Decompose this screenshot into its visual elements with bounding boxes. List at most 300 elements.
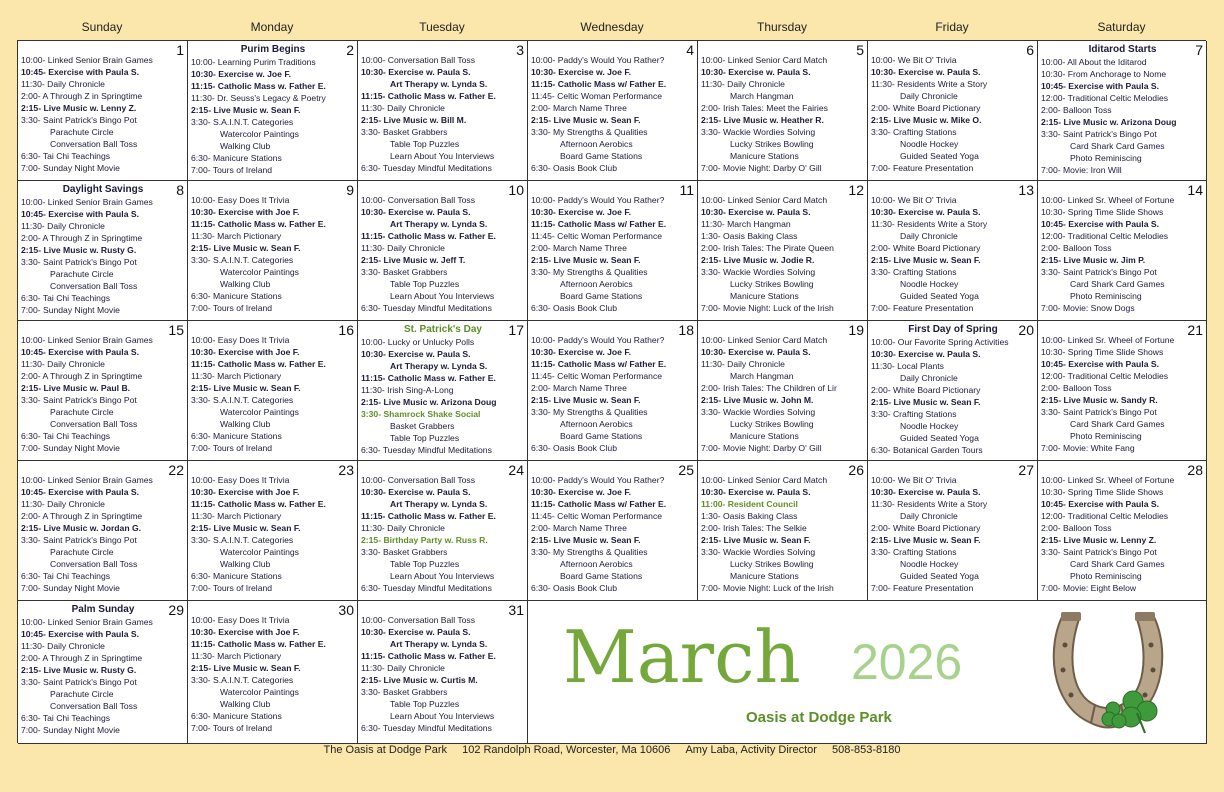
event-line: 3:30- Saint Patrick's Bingo Pot — [21, 677, 137, 687]
event-line: 2:15- Live Music w. Heather R. — [701, 115, 824, 125]
event-line: Board Game Stations — [560, 431, 643, 441]
event-line: 10:30- Exercise with Joe F. — [191, 347, 300, 357]
event-line: 3:30- My Strengths & Qualities — [531, 267, 648, 277]
event-line: Learn About You Interviews — [390, 151, 495, 161]
event-line: 11:15- Catholic Mass w. Father E. — [361, 511, 496, 521]
event-line: 11:15- Catholic Mass w. Father E. — [191, 219, 326, 229]
event-line: Parachute Circle — [50, 407, 114, 417]
event-line: 10:00- All About the Iditarod — [1041, 57, 1147, 67]
event-line: 6:30- Tai Chi Teachings — [21, 713, 111, 723]
event-line: 2:15- Live Music w. Sean F. — [871, 255, 981, 265]
event-line: 10:00- We Bit O' Trivia — [871, 475, 957, 485]
footer-facility-name: The Oasis at Dodge Park — [323, 744, 448, 756]
event-line: 2:00- White Board Pictionary — [871, 385, 981, 395]
event-line: Watercolor Paintings — [220, 407, 299, 417]
day-cell — [528, 41, 698, 181]
event-line: 2:00- Balloon Toss — [1041, 105, 1112, 115]
day-cell — [1038, 41, 1207, 181]
day-number: 19 — [848, 322, 864, 338]
day-cell — [188, 181, 358, 321]
day-cell — [698, 321, 868, 461]
event-line: 7:00- Tours of Ireland — [191, 165, 273, 175]
event-line: 11:30- March Pictionary — [191, 231, 282, 241]
event-line: 6:30- Oasis Book Club — [531, 163, 617, 173]
event-line: Board Game Stations — [560, 151, 643, 161]
day-number: 29 — [168, 602, 184, 618]
day-cell — [528, 461, 698, 601]
event-line: 11:15- Catholic Mass w. Father E. — [361, 231, 496, 241]
day-number: 24 — [508, 462, 524, 478]
event-line: 6:30- Botanical Garden Tours — [871, 445, 983, 455]
event-line: 10:30- Exercise w. Paula S. — [361, 627, 471, 637]
event-line: 11:30- Daily Chronicle — [361, 523, 445, 533]
event-line: 3:30- Saint Patrick's Bingo Pot — [1041, 547, 1157, 557]
event-line: 11:15- Catholic Mass w. Father E. — [191, 499, 326, 509]
day-header-tuesday: Tuesday — [419, 20, 465, 34]
day-number: 6 — [1026, 42, 1034, 58]
event-line: Watercolor Paintings — [220, 547, 299, 557]
event-line: 10:30- Exercise w. Paula S. — [361, 67, 471, 77]
event-line: 2:15- Live Music w. Jeff T. — [361, 255, 466, 265]
day-number: 25 — [678, 462, 694, 478]
event-line: 11:30- March Pictionary — [191, 651, 282, 661]
event-line: Art Therapy w. Lynda S. — [390, 499, 488, 509]
event-line: 11:30- Residents Write a Story — [871, 219, 988, 229]
day-cell — [868, 41, 1038, 181]
event-line: 2:15- Live Music w. Lenny Z. — [21, 103, 137, 113]
event-line: 7:00- Movie Night: Darby O' Gill — [701, 163, 822, 173]
event-line: 2:15- Live Music w. Jim P. — [1041, 255, 1146, 265]
day-cell — [358, 41, 528, 181]
event-line: 10:45- Exercise with Paula S. — [1041, 219, 1159, 229]
event-line: 11:45- Celtic Woman Performance — [531, 91, 663, 101]
day-number: 21 — [1187, 322, 1203, 338]
event-line: 10:00- Lucky or Unlucky Polls — [361, 337, 475, 347]
day-number: 18 — [678, 322, 694, 338]
event-line: 6:30- Tuesday Mindful Meditations — [361, 723, 492, 733]
holiday-title: First Day of Spring — [908, 324, 998, 335]
event-line: 10:00- Linked Senior Card Match — [701, 195, 828, 205]
event-line: 3:30- Crafting Stations — [871, 267, 957, 277]
day-number: 17 — [508, 322, 524, 338]
event-line: 2:00- A Through Z in Springtime — [21, 233, 143, 243]
event-line: Lucky Strikes Bowling — [730, 139, 814, 149]
event-line: Manicure Stations — [730, 431, 799, 441]
event-line: 11:30- Daily Chronicle — [701, 79, 785, 89]
event-line: 6:30- Tai Chi Teachings — [21, 293, 111, 303]
event-line: 10:00- We Bit O' Trivia — [871, 195, 957, 205]
event-line: 2:00- March Name Three — [531, 523, 627, 533]
event-line: Photo Reminiscing — [1070, 291, 1142, 301]
event-line: Table Top Puzzles — [390, 699, 460, 709]
event-line: 10:00- Paddy's Would You Rather? — [531, 55, 665, 65]
event-line: 2:15- Live Music w. Sean F. — [531, 115, 641, 125]
event-line: 2:00- A Through Z in Springtime — [21, 653, 143, 663]
event-line: 2:15- Live Music w. Lenny Z. — [1041, 535, 1157, 545]
event-line: 7:00- Movie Night: Luck of the Irish — [701, 583, 834, 593]
event-line: 1:30- Oasis Baking Class — [701, 511, 798, 521]
day-cell — [358, 181, 528, 321]
footer — [0, 744, 1224, 756]
event-line: 11:30- Daily Chronicle — [21, 499, 105, 509]
event-line: 11:15- Catholic Mass w/ Father E. — [531, 499, 667, 509]
event-line: 6:30- Manicure Stations — [191, 431, 282, 441]
event-line: 6:30- Tuesday Mindful Meditations — [361, 583, 492, 593]
event-line: 7:00- Sunday Night Movie — [21, 443, 120, 453]
event-line: 2:15- Live Music w. Paul B. — [21, 383, 131, 393]
event-line: Watercolor Paintings — [220, 267, 299, 277]
event-line: 7:00- Tours of Ireland — [191, 303, 273, 313]
event-line: Walking Club — [220, 699, 271, 709]
event-line: Guided Seated Yoga — [900, 291, 979, 301]
day-number: 3 — [516, 42, 524, 58]
day-cell — [868, 461, 1038, 601]
event-line: 2:15- Live Music w. Sean F. — [191, 663, 301, 673]
event-line: 2:15- Live Music w. Jordan G. — [21, 523, 142, 533]
event-line: 3:30- Wackie Wordies Solving — [701, 547, 816, 557]
event-line: 7:00- Feature Presentation — [871, 163, 974, 173]
event-line: 12:00- Traditional Celtic Melodies — [1041, 231, 1169, 241]
day-number: 15 — [168, 322, 184, 338]
event-line: 10:45- Exercise with Paula S. — [21, 347, 139, 357]
event-line: 11:30- Daily Chronicle — [21, 221, 105, 231]
event-line: 3:30- Basket Grabbers — [361, 547, 448, 557]
event-line: 7:00- Sunday Night Movie — [21, 725, 120, 735]
day-header-saturday: Saturday — [1097, 20, 1146, 34]
event-line: 10:30- Exercise w. Paula S. — [701, 347, 811, 357]
event-line: 10:30- Exercise w. Joe F. — [531, 207, 631, 217]
day-number: 16 — [338, 322, 354, 338]
day-number: 31 — [508, 602, 524, 618]
event-line: Conversation Ball Toss — [50, 419, 138, 429]
event-line: 2:00- Balloon Toss — [1041, 523, 1112, 533]
event-line: Lucky Strikes Bowling — [730, 279, 814, 289]
event-line: 11:15- Catholic Mass w. Father E. — [361, 651, 496, 661]
event-line: Photo Reminiscing — [1070, 571, 1142, 581]
day-cell — [868, 321, 1038, 461]
day-number: 10 — [508, 182, 524, 198]
event-line: Board Game Stations — [560, 571, 643, 581]
event-line: Lucky Strikes Bowling — [730, 419, 814, 429]
event-line: 12:00- Traditional Celtic Melodies — [1041, 371, 1169, 381]
event-line: 2:15- Live Music w. Rusty G. — [21, 245, 137, 255]
event-line: 10:00- Paddy's Would You Rather? — [531, 335, 665, 345]
event-line: Art Therapy w. Lynda S. — [390, 79, 488, 89]
event-line: 10:00- Linked Senior Brain Games — [21, 55, 153, 65]
event-line: 11:30- Residents Write a Story — [871, 499, 988, 509]
event-line: 11:30- March Hangman — [701, 219, 791, 229]
event-line: 11:45- Celtic Woman Performance — [531, 231, 663, 241]
event-line: 2:00- March Name Three — [531, 243, 627, 253]
event-line: 10:45- Exercise with Paula S. — [1041, 499, 1159, 509]
event-line: 11:30- Daily Chronicle — [21, 79, 105, 89]
event-line: 11:15- Catholic Mass w/ Father E. — [531, 359, 667, 369]
day-header-sunday: Sunday — [81, 20, 123, 34]
event-line: 10:30- Exercise with Joe F. — [191, 207, 300, 217]
day-cell — [698, 461, 868, 601]
event-line: 10:00- Linked Senior Card Match — [701, 335, 828, 345]
day-number: 1 — [176, 42, 184, 58]
event-line: 2:15- Live Music w. Curtis M. — [361, 675, 478, 685]
event-line: 10:30- Exercise w. Paula S. — [361, 487, 471, 497]
event-line: 10:30- From Anchorage to Nome — [1041, 69, 1167, 79]
day-header-friday: Friday — [935, 20, 969, 34]
event-line: 10:30- Exercise w. Paula S. — [871, 207, 981, 217]
event-line: 11:15- Catholic Mass w. Father E. — [361, 373, 496, 383]
event-line: 10:30- Exercise w. Paula S. — [701, 487, 811, 497]
event-line: Afternoon Aerobics — [560, 419, 633, 429]
event-line: 10:00- Linked Senior Brain Games — [21, 475, 153, 485]
day-cell — [358, 461, 528, 601]
event-line: 12:00- Traditional Celtic Melodies — [1041, 93, 1169, 103]
event-line: 2:00- Irish Tales: The Selkie — [701, 523, 807, 533]
event-line: 2:00- Balloon Toss — [1041, 243, 1112, 253]
event-line: 2:15- Live Music w. Sean F. — [191, 523, 301, 533]
event-line: 6:30- Tai Chi Teachings — [21, 151, 111, 161]
event-line: 10:45- Exercise with Paula S. — [1041, 359, 1159, 369]
holiday-title: Palm Sunday — [71, 604, 135, 615]
event-line: Manicure Stations — [730, 571, 799, 581]
event-line: 12:00- Traditional Celtic Melodies — [1041, 511, 1169, 521]
event-line: 2:15- Live Music w. Sean F. — [871, 397, 981, 407]
day-header-wednesday: Wednesday — [580, 20, 644, 34]
day-number: 14 — [1187, 182, 1203, 198]
event-line: 2:15- Live Music w. Arizona Doug — [1041, 117, 1177, 127]
event-line: 1:30- Oasis Baking Class — [701, 231, 798, 241]
event-line: 2:00- A Through Z in Springtime — [21, 91, 143, 101]
event-line: 2:15- Live Music w. Sean F. — [701, 535, 811, 545]
event-line: 6:30- Manicure Stations — [191, 571, 282, 581]
event-line: 6:30- Manicure Stations — [191, 153, 282, 163]
day-cell — [1038, 321, 1207, 461]
event-line: 10:00- Easy Does It Trivia — [191, 475, 290, 485]
day-cell — [18, 601, 188, 744]
event-line: 11:30- Daily Chronicle — [361, 103, 445, 113]
event-line: Daily Chronicle — [900, 511, 958, 521]
event-line: Lucky Strikes Bowling — [730, 559, 814, 569]
event-line: 2:00- White Board Pictionary — [871, 243, 981, 253]
event-line: 11:30- Daily Chronicle — [361, 663, 445, 673]
event-line: 7:00- Movie: White Fang — [1041, 443, 1135, 453]
event-line: Card Shark Card Games — [1070, 141, 1165, 151]
event-line: 11:30- Daily Chronicle — [361, 243, 445, 253]
event-line: Board Game Stations — [560, 291, 643, 301]
event-line: 10:00- Conversation Ball Toss — [361, 55, 476, 65]
event-line: 10:00- Conversation Ball Toss — [361, 475, 476, 485]
event-line: Parachute Circle — [50, 547, 114, 557]
event-line: 3:30- Basket Grabbers — [361, 687, 448, 697]
event-line: Table Top Puzzles — [390, 279, 460, 289]
event-line: Photo Reminiscing — [1070, 431, 1142, 441]
day-cell — [188, 321, 358, 461]
event-line: Parachute Circle — [50, 127, 114, 137]
event-line: 10:30- Exercise w. Paula S. — [871, 487, 981, 497]
event-line: Noodle Hockey — [900, 279, 959, 289]
event-line: 10:00- Conversation Ball Toss — [361, 195, 476, 205]
day-number: 30 — [338, 602, 354, 618]
event-line: Art Therapy w. Lynda S. — [390, 219, 488, 229]
footer-director: Amy Laba, Activity Director — [685, 744, 817, 756]
event-line: Card Shark Card Games — [1070, 559, 1165, 569]
event-line: Manicure Stations — [730, 151, 799, 161]
day-cell — [1038, 181, 1207, 321]
event-line: Parachute Circle — [50, 689, 114, 699]
event-line: 10:00- Conversation Ball Toss — [361, 615, 476, 625]
event-line: 3:30- Crafting Stations — [871, 127, 957, 137]
event-line: 6:30- Manicure Stations — [191, 291, 282, 301]
day-cell — [358, 321, 528, 461]
event-line: 3:30- Saint Patrick's Bingo Pot — [21, 395, 137, 405]
event-line: Daily Chronicle — [900, 231, 958, 241]
event-line: 10:30- Spring Time Slide Shows — [1041, 347, 1164, 357]
year-title: 2026 — [851, 634, 963, 690]
event-line: Walking Club — [220, 559, 271, 569]
event-line: 2:15- Live Music w. Mike O. — [871, 115, 982, 125]
event-line: 3:30- Crafting Stations — [871, 547, 957, 557]
event-line: 7:00- Sunday Night Movie — [21, 583, 120, 593]
event-line: 6:30- Oasis Book Club — [531, 303, 617, 313]
event-line: March Hangman — [730, 91, 794, 101]
event-line: 11:30- Residents Write a Story — [871, 79, 988, 89]
event-line: 3:30- My Strengths & Qualities — [531, 127, 648, 137]
day-number: 2 — [346, 42, 354, 58]
event-line: 10:00- Easy Does It Trivia — [191, 615, 290, 625]
event-line: 2:15- Live Music w. Sean F. — [871, 535, 981, 545]
event-line: 10:00- Paddy's Would You Rather? — [531, 475, 665, 485]
holiday-title: Purim Begins — [240, 44, 306, 55]
event-line: 7:00- Sunday Night Movie — [21, 305, 120, 315]
event-line: 10:45- Exercise with Paula S. — [21, 209, 139, 219]
event-line: 10:30- Exercise w. Joe F. — [191, 69, 291, 79]
event-line: 2:00- Irish Tales: Meet the Fairies — [701, 103, 828, 113]
event-line: 10:00- Learning Purim Traditions — [191, 57, 316, 67]
day-number: 27 — [1018, 462, 1034, 478]
event-line: 7:00- Tours of Ireland — [191, 723, 273, 733]
day-cell — [18, 461, 188, 601]
event-line: 10:45- Exercise with Paula S. — [21, 487, 139, 497]
event-line: 10:00- Linked Sr. Wheel of Fortune — [1041, 335, 1175, 345]
day-number: 8 — [176, 182, 184, 198]
day-header-thursday: Thursday — [756, 20, 808, 34]
event-line: Card Shark Card Games — [1070, 279, 1165, 289]
day-cell — [868, 181, 1038, 321]
event-line: 6:30- Tuesday Mindful Meditations — [361, 303, 492, 313]
event-line: 10:30- Exercise w. Paula S. — [361, 349, 471, 359]
event-line: 10:00- Linked Sr. Wheel of Fortune — [1041, 475, 1175, 485]
event-line: 6:30- Tuesday Mindful Meditations — [361, 445, 492, 455]
event-line: 3:30- Saint Patrick's Bingo Pot — [21, 535, 137, 545]
event-line: 3:30- Saint Patrick's Bingo Pot — [1041, 267, 1157, 277]
event-line: 3:30- Crafting Stations — [871, 409, 957, 419]
event-line: Conversation Ball Toss — [50, 281, 138, 291]
event-line: 7:00- Movie: Eight Below — [1041, 583, 1137, 593]
event-line: Watercolor Paintings — [220, 687, 299, 697]
event-line: 10:00- We Bit O' Trivia — [871, 55, 957, 65]
event-line: 3:30- Saint Patrick's Bingo Pot — [21, 257, 137, 267]
event-line: 6:30- Oasis Book Club — [531, 583, 617, 593]
event-line: 3:30- S.A.I.N.T. Categories — [191, 395, 294, 405]
event-line: 11:45- Celtic Woman Performance — [531, 511, 663, 521]
event-line: 10:00- Linked Senior Brain Games — [21, 197, 153, 207]
event-line: Art Therapy w. Lynda S. — [390, 361, 488, 371]
day-cell — [528, 181, 698, 321]
event-line: 3:30- Saint Patrick's Bingo Pot — [21, 115, 137, 125]
event-line: 11:15- Catholic Mass w. Father E. — [191, 359, 326, 369]
event-line: 2:00- A Through Z in Springtime — [21, 371, 143, 381]
event-line: Guided Seated Yoga — [900, 571, 979, 581]
holiday-title: Iditarod Starts — [1088, 44, 1157, 55]
event-line: Afternoon Aerobics — [560, 279, 633, 289]
event-line: Walking Club — [220, 141, 271, 151]
day-number: 28 — [1187, 462, 1203, 478]
location-name: Oasis at Dodge Park — [746, 709, 892, 726]
event-line: 10:00- Linked Senior Card Match — [701, 55, 828, 65]
calendar-grid — [17, 40, 1206, 743]
horseshoe-shamrock-icon — [1043, 605, 1173, 739]
event-line: 10:30- Spring Time Slide Shows — [1041, 207, 1164, 217]
event-line: Basket Grabbers — [390, 421, 455, 431]
event-line: 11:15- Catholic Mass w/ Father E. — [531, 219, 667, 229]
event-line: 11:30- Daily Chronicle — [701, 359, 785, 369]
day-cell — [1038, 461, 1207, 601]
event-line: 11:15- Catholic Mass w. Father E. — [191, 639, 326, 649]
event-line: Conversation Ball Toss — [50, 701, 138, 711]
event-line: Noodle Hockey — [900, 139, 959, 149]
event-line: 11:45- Celtic Woman Performance — [531, 371, 663, 381]
day-cell — [188, 41, 358, 181]
event-line: 10:30- Exercise w. Joe F. — [531, 67, 631, 77]
event-line: 6:30- Tai Chi Teachings — [21, 431, 111, 441]
event-line: 10:00- Our Favorite Spring Activities — [871, 337, 1009, 347]
event-line: 3:30- My Strengths & Qualities — [531, 547, 648, 557]
event-line: 11:30- March Pictionary — [191, 511, 282, 521]
holiday-title: Daylight Savings — [62, 184, 144, 195]
event-line: Table Top Puzzles — [390, 559, 460, 569]
day-number: 7 — [1195, 42, 1203, 58]
event-line: 2:00- Irish Tales: The Children of Lir — [701, 383, 837, 393]
event-line: 2:15- Live Music w. Sean F. — [191, 383, 301, 393]
event-line: Manicure Stations — [730, 291, 799, 301]
event-line: 2:15- Live Music w. Sean F. — [191, 105, 301, 115]
event-line: 6:30- Tuesday Mindful Meditations — [361, 163, 492, 173]
event-line: 10:00- Linked Sr. Wheel of Fortune — [1041, 195, 1175, 205]
footer-phone: 508-853-8180 — [831, 744, 901, 756]
day-number: 11 — [679, 182, 694, 198]
day-cell — [528, 321, 698, 461]
event-line: 11:15- Catholic Mass w/ Father E. — [531, 79, 667, 89]
event-line: 2:00- Balloon Toss — [1041, 383, 1112, 393]
event-line: 2:15- Live Music w. Sandy R. — [1041, 395, 1158, 405]
day-cell — [698, 181, 868, 321]
event-line: 7:00- Movie Night: Darby O' Gill — [701, 443, 822, 453]
event-line: 10:00- Easy Does It Trivia — [191, 195, 290, 205]
day-cell — [188, 461, 358, 601]
event-line: 3:30- Wackie Wordies Solving — [701, 267, 816, 277]
event-line: 11:30- Daily Chronicle — [21, 641, 105, 651]
event-line: 3:30- Saint Patrick's Bingo Pot — [1041, 407, 1157, 417]
event-line: 10:30- Exercise with Joe F. — [191, 487, 300, 497]
day-cell — [698, 41, 868, 181]
day-number: 12 — [848, 182, 864, 198]
day-number: 26 — [848, 462, 864, 478]
day-cell — [18, 321, 188, 461]
event-line: 7:00- Feature Presentation — [871, 583, 974, 593]
event-line: 2:00- White Board Pictionary — [871, 103, 981, 113]
event-line: 2:15- Birthday Party w. Russ R. — [361, 535, 488, 545]
day-number: 4 — [686, 42, 694, 58]
event-line: 10:30- Exercise w. Paula S. — [871, 67, 981, 77]
event-line: 3:30- Basket Grabbers — [361, 267, 448, 277]
